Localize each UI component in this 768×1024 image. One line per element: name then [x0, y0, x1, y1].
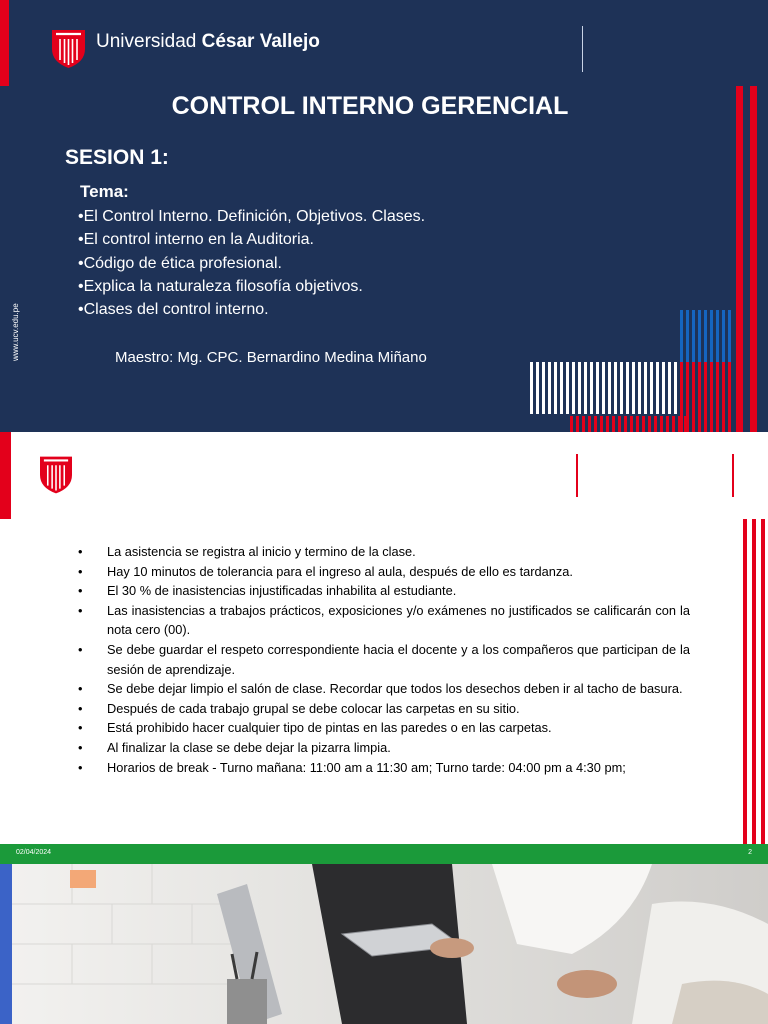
decorative-stripes [528, 86, 768, 432]
rule-item: • Hay 10 minutos de tolerancia para el ingreso al aula, después de ello es tardanza. [78, 563, 573, 579]
rule-item: • Se debe dejar limpio el salón de clase. Recordar que todos los desechos deben ir al tacho de basura. [78, 681, 683, 697]
slide-2-rules [0, 432, 768, 864]
topic-item: •Explica la naturaleza filosofía objetivos. [78, 277, 363, 295]
rule-item: • Después de cada trabajo grupal se debe colocar las carpetas en su sitio. [78, 700, 520, 716]
footer-date: 02/04/2024 [16, 849, 52, 856]
ucv-shield-icon [40, 456, 72, 494]
rule-item: • Se debe guardar el respeto correspondiente hacia el docente y a los compañeros que participan de la sesión de aprendizaje. [78, 641, 690, 677]
red-accent-bar [0, 0, 9, 86]
rule-item: • Está prohibido hacer cualquier tipo de pintas en las paredes o en las carpetas. [78, 720, 552, 736]
rule-item: • El 30 % de inasistencias injustificadas inhabilita al estudiante. [78, 583, 457, 599]
teacher-name: Maestro: Mg. CPC. Bernardino Medina Miñano [115, 349, 427, 366]
topic-item: •Clases del control interno. [78, 301, 269, 319]
header-divider [582, 26, 583, 72]
ucv-shield-icon [52, 30, 85, 68]
slide-footer [0, 844, 768, 864]
slide-title: CONTROL INTERNO GERENCIAL [171, 92, 569, 120]
red-accent-bar [0, 432, 11, 519]
class-rules-list [76, 542, 690, 777]
slide-1-cover [0, 0, 768, 432]
session-heading: SESION 1: [65, 146, 169, 169]
rule-item: • Las inasistencias a trabajos prácticos, exposiciones y/o exámenes no justificados se calificarán con la nota cero (00). [78, 602, 690, 638]
topic-item: •El Control Interno. Definición, Objetivos. Clases. [78, 208, 426, 225]
university-name: Universidad César Vallejo [96, 31, 320, 52]
blue-accent-bar [0, 864, 12, 1024]
header-divider-right [732, 454, 734, 497]
website-label: www.ucv.edu.pe [11, 303, 20, 361]
topic-item: •El control interno en la Auditoria. [78, 231, 314, 249]
topic-label: Tema: [80, 182, 129, 201]
header-divider-left [576, 454, 578, 497]
office-teamwork-photo [12, 864, 768, 1024]
rule-item: • Horarios de break - Turno mañana: 11:00 am a 11:30 am; Turno tarde: 04:00 pm a 4:30 pm; [78, 759, 626, 775]
rule-item: • Al finalizar la clase se debe dejar la pizarra limpia. [78, 739, 391, 755]
page-number: 2 [748, 849, 752, 856]
topic-list [78, 205, 425, 321]
rule-item: • La asistencia se registra al inicio y termino de la clase. [78, 544, 416, 559]
decorative-stripes [740, 519, 768, 844]
slide-3-photo [0, 864, 768, 1024]
topic-item: •Código de ética profesional. [78, 254, 282, 272]
